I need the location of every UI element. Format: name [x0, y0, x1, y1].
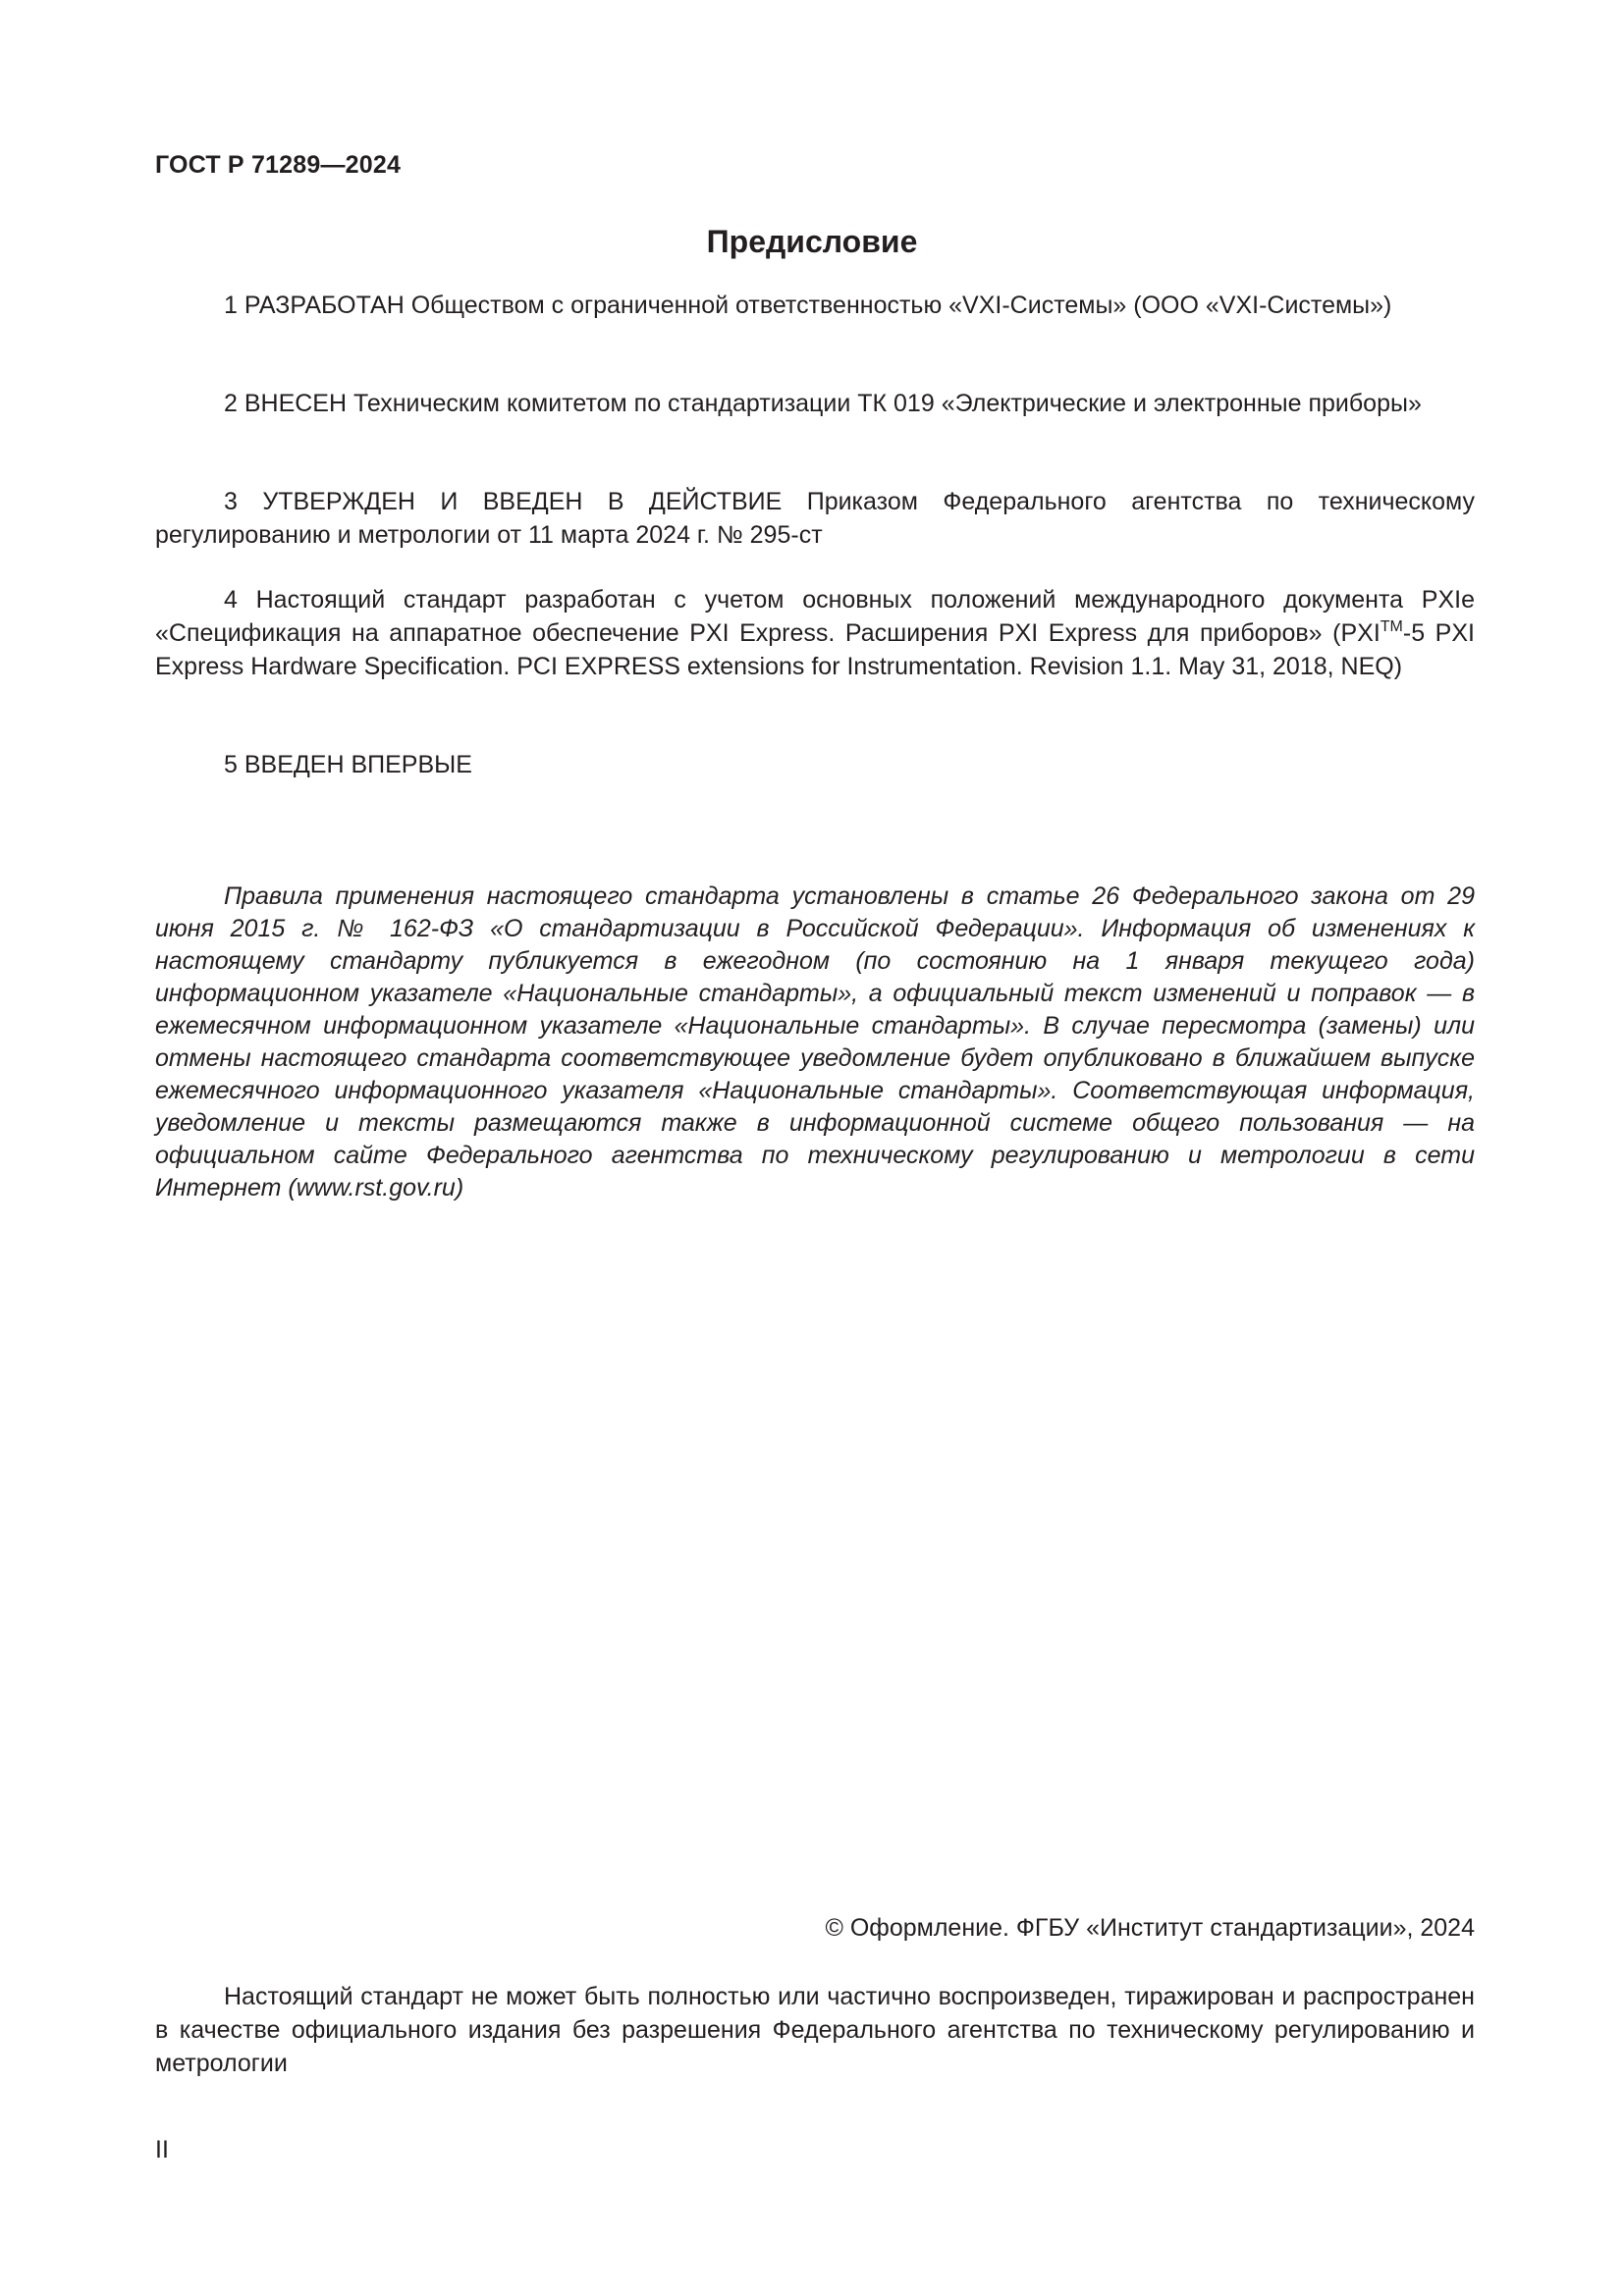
preface-item-approved: 3 УТВЕРЖДЕН И ВВЕДЕН В ДЕЙСТВИЕ Приказом Федерального агентства по техническому регулированию и метрологии от 11 марта 2024 г. № 295-ст	[155, 488, 1475, 549]
trademark-superscript: TM	[1380, 618, 1403, 635]
copyright-notice: © Оформление. ФГБУ «Институт стандартизации», 2024	[825, 1914, 1475, 1942]
reprint-notice: Настоящий стандарт не может быть полностью или частично воспроизведен, тиражирован и распространен в качестве официального издания без разрешения Федерального агентства по техническому регулированию и метрологии	[155, 1983, 1475, 2077]
application-rules-note: Правила применения настоящего стандарта установлены в статье 26 Федерального закона от 29 июня 2015 г. № 162-ФЗ «О стандартизации в Российской Федерации». Информация об изменениях к настоящему стандарту публикуется в ежегодном (по состоянию на 1 января текущего года) информационном указателе «Национальные стандарты», а официальный текст изменений и поправок — в ежемесячном информационном указателе «Национальные стандарты». В случае пересмотра (замены) или отмены настоящего стандарта соответствующее уведомление будет опубликовано в ближайшем выпуске ежемесячного информационного указателя «Национальные стандарты». Соответствующая информация, уведомление и тексты размещаются также в информационной системе общего пользования — на официальном сайте Федерального агентства по техническому регулированию и метрологии в сети Интернет (www.rst.gov.ru)	[155, 882, 1475, 1201]
preface-item-introduced: 2 ВНЕСЕН Техническим комитетом по стандартизации ТК 019 «Электрические и электронные приборы»	[224, 390, 1422, 417]
preface-item-first-introduced: 5 ВВЕДЕН ВПЕРВЫЕ	[224, 751, 472, 778]
preface-item-developed: 1 РАЗРАБОТАН Обществом с ограниченной ответственностью «VXI-Системы» (ООО «VXI-Системы»)	[224, 292, 1392, 319]
preface-item-basis-text-start: 4 Настоящий стандарт разработан с учетом основных положений международного документа PXIe «Спецификация на аппаратное обеспечение PXI Express. Расширения PXI Express для приборов» (PXI	[155, 586, 1475, 647]
preface-item-basis-text-end: -5 PXI Express Hardware Specification. PCI EXPRESS extensions for Instrumentation. Revision 1.1. May 31, 2018, NEQ)	[155, 619, 1475, 680]
page-title: Предисловие	[706, 224, 918, 259]
standard-code: ГОСТ Р 71289—2024	[155, 151, 402, 179]
page-number: II	[155, 2136, 169, 2163]
preface-item-basis	[155, 583, 1475, 683]
